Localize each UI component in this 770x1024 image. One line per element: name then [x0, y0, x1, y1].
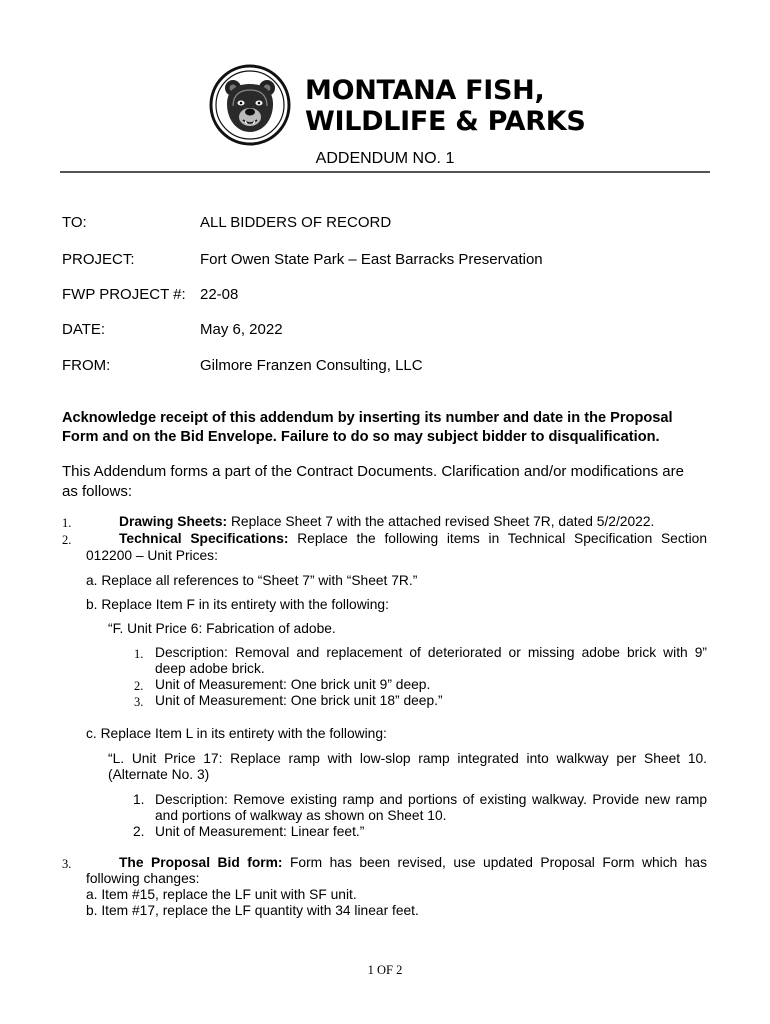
- item-1-number: 1.: [62, 516, 72, 530]
- item-1-text: [119, 514, 654, 529]
- item-1-body: Replace Sheet 7 with the attached revised Sheet 7R, dated 5/2/2022.: [227, 514, 655, 529]
- f3-number: 3.: [134, 695, 144, 709]
- item-2b: b. Replace Item F in its entirety with the following:: [86, 597, 389, 612]
- intro-line1: This Addendum forms a part of the Contract Documents. Clarification and/or modifications are: [62, 463, 684, 480]
- from-value: Gilmore Franzen Consulting, LLC: [200, 357, 423, 374]
- l2-text: Unit of Measurement: Linear feet.”: [155, 824, 365, 839]
- item-3-heading: The Proposal Bid form:: [119, 855, 283, 870]
- acknowledge-paragraph: [62, 409, 714, 447]
- f1-line1: Description: Removal and replacement of deteriorated or missing adobe brick with 9”: [155, 645, 707, 660]
- item-2-number: 2.: [62, 533, 72, 547]
- org-name-line1: MONTANA FISH,: [305, 75, 545, 106]
- l1-line1: Description: Remove existing ramp and portions of existing walkway. Provide new ramp: [155, 792, 707, 807]
- date-label: DATE:: [62, 321, 106, 338]
- l2-number: 2.: [133, 824, 145, 839]
- l1-number: 1.: [133, 792, 145, 807]
- item-3-body: Form has been revised, use updated Proposal Form which has: [282, 855, 707, 870]
- to-label: TO:: [62, 214, 87, 231]
- item-l-line2: (Alternate No. 3): [108, 767, 210, 782]
- item-2-continuation: 012200 – Unit Prices:: [86, 548, 218, 563]
- project-label: PROJECT:: [62, 251, 135, 268]
- item-3b: b. Item #17, replace the LF quantity with 34 linear feet.: [86, 903, 419, 918]
- item-1-heading: Drawing Sheets:: [119, 514, 228, 529]
- l1-line2: and portions of walkway as shown on Sheet 10.: [155, 808, 447, 823]
- f2-number: 2.: [134, 679, 144, 693]
- item-3-number: 3.: [62, 857, 72, 871]
- intro-paragraph: [62, 462, 714, 502]
- fwp-project-value: 22-08: [200, 286, 239, 303]
- f3-text: Unit of Measurement: One brick unit 18” deep.”: [155, 693, 443, 708]
- acknowledge-line1: Acknowledge receipt of this addendum by inserting its number and date in the Proposal: [62, 410, 673, 426]
- acknowledge-line2: Form and on the Bid Envelope. Failure to do so may subject bidder to disqualification.: [62, 429, 660, 445]
- item-f-title: “F. Unit Price 6: Fabrication of adobe.: [108, 621, 336, 636]
- item-2c: c. Replace Item L in its entirety with the following:: [86, 726, 387, 741]
- item-2-text: [119, 531, 707, 546]
- f1-line2: deep adobe brick.: [155, 661, 265, 676]
- to-value: ALL BIDDERS OF RECORD: [200, 214, 392, 231]
- date-value: May 6, 2022: [200, 321, 283, 338]
- item-2-heading: Technical Specifications:: [119, 531, 289, 546]
- bear-emblem-icon: [209, 64, 291, 146]
- item-3-text: [119, 855, 707, 870]
- item-l-line1: “L. Unit Price 17: Replace ramp with low-slop ramp integrated into walkway per Sheet 10.: [108, 751, 707, 766]
- from-label: FROM:: [62, 357, 111, 374]
- item-2a: a. Replace all references to “Sheet 7” with “Sheet 7R.”: [86, 573, 418, 588]
- item-3a: a. Item #15, replace the LF unit with SF unit.: [86, 887, 357, 902]
- item-2-body: Replace the following items in Technical Specification Section: [288, 531, 707, 546]
- fwp-project-label: FWP PROJECT #:: [62, 286, 186, 303]
- f2-text: Unit of Measurement: One brick unit 9” deep.: [155, 677, 431, 692]
- project-value: Fort Owen State Park – East Barracks Preservation: [200, 251, 543, 268]
- divider: [60, 171, 710, 173]
- item-3-continuation: following changes:: [86, 871, 200, 886]
- page-number: 1 OF 2: [367, 963, 403, 977]
- org-name-line2: WILDLIFE & PARKS: [305, 106, 586, 137]
- f1-number: 1.: [134, 647, 144, 661]
- document-title: ADDENDUM NO. 1: [315, 150, 455, 167]
- intro-line2: as follows:: [62, 483, 133, 500]
